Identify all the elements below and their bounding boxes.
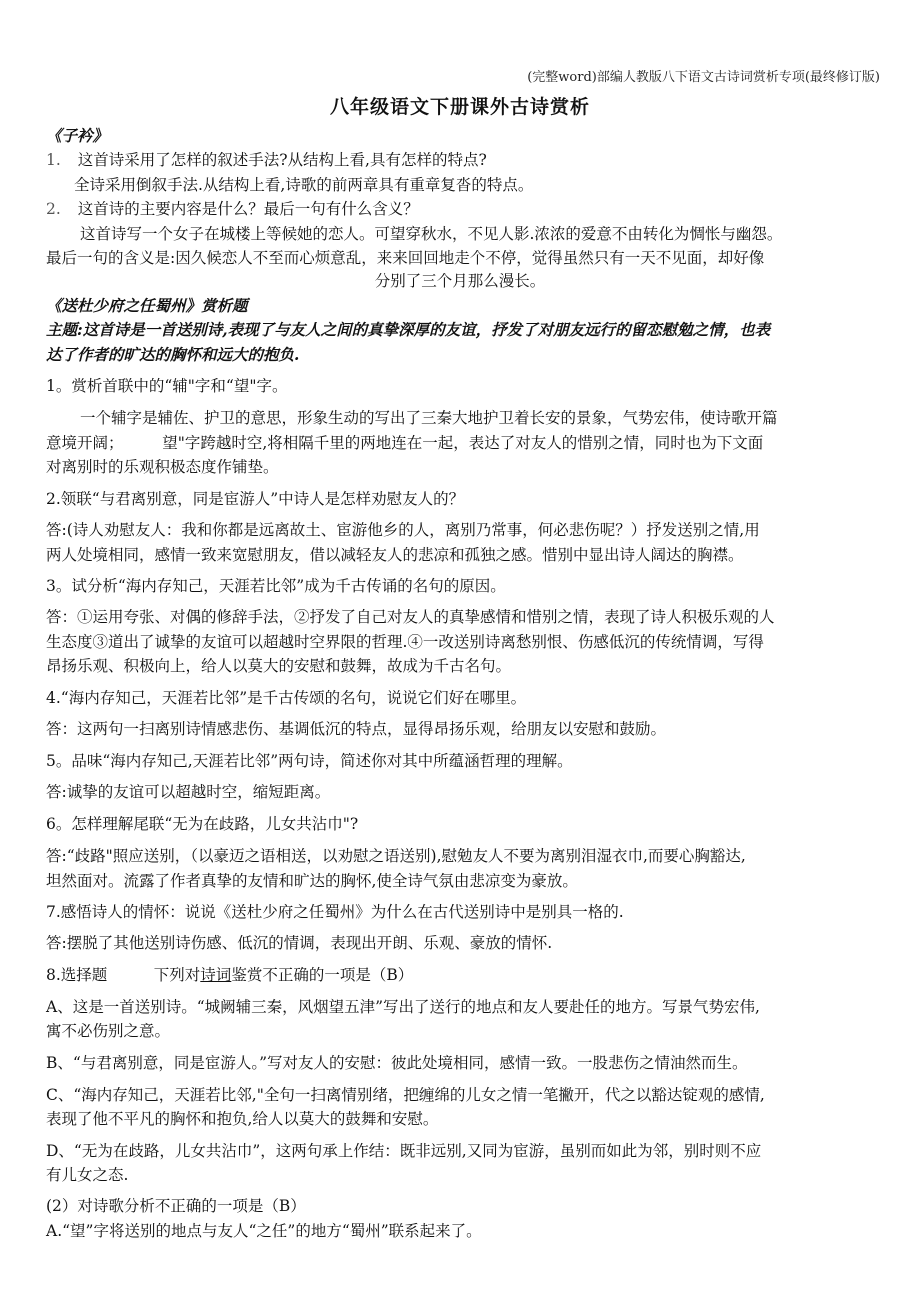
- header-note: (完整word)部编人教版八下语文古诗词赏析专项(最终修订版): [527, 70, 880, 85]
- poem2-question-2: 2.领联“与君离别意，同是宦游人”中诗人是怎样劝慰友人的？: [46, 490, 465, 508]
- poem1-question-2: [46, 199, 880, 219]
- poem2-answer-6-line1: 答:“歧路"照应送别，（以豪迈之语相送，以劝慰之语送别),慰勉友人不要为离别泪湿衣巾,而要心胸豁达,: [46, 847, 746, 865]
- question-text: 这首诗采用了怎样的叙述手法?从结构上看,具有怎样的特点?: [77, 151, 487, 169]
- underlined-term: 诗词: [200, 966, 232, 984]
- poem2-answer-1-line2: 意境开阔； 望"字跨越时空,将相隔千里的两地连在一起，表达了对友人的惜别之情，同时也为下文面: [46, 434, 764, 452]
- option-a-line2: 寓不必伤别之意。: [46, 1022, 171, 1040]
- poem2-answer-1-line1: 一个辅字是辅佐、护卫的意思，形象生动的写出了三秦大地护卫着长安的景象，气势宏伟，使诗歌开篇: [80, 409, 778, 427]
- poem2-question-9: (2）对诗歌分析不正确的一项是（B）: [46, 1197, 306, 1215]
- poem1-answer-2-line3: 分别了三个月那么漫长。: [374, 272, 546, 290]
- option-d-line1: D、“无为在歧路，儿女共沾巾”，这两句承上作结：既非远别,又同为宦游，虽别而如此为邻，别时则不应: [46, 1142, 762, 1160]
- poem2-answer-6-line2: 坦然面对。流露了作者真挚的友情和旷达的胸怀,使全诗气氛由悲凉变为豪放。: [46, 872, 578, 890]
- poem2-answer-3-line1: 答：①运用夸张、对偶的修辞手法，②抒发了自己对友人的真挚感情和惜别之情，表现了诗人积极乐观的人: [46, 608, 775, 626]
- poem2-question-5: 5。品味“海内存知己,天涯若比邻”两句诗，简述你对其中所蕴涵哲理的理解。: [46, 752, 573, 770]
- option-c-line2: 表现了他不平凡的胸怀和抱负,给人以莫大的鼓舞和安慰。: [46, 1110, 439, 1128]
- poem2-question-4: 4.“海内存知己，天涯若比邻”是千古传颂的名句，说说它们好在哪里。: [46, 689, 527, 707]
- page-title: 八年级语文下册课外古诗赏析: [329, 96, 590, 118]
- poem2-question-6: 6。怎样理解尾联“无为在歧路，儿女共沾巾"?: [46, 815, 359, 833]
- poem2-answer-7: 答:摆脱了其他送别诗伤感、低沉的情调，表现出开朗、乐观、豪放的情怀.: [46, 934, 553, 952]
- poem2-question-3: 3。试分析“海内存知己，天涯若比邻”成为千古传诵的名句的原因。: [46, 577, 506, 595]
- poem2-answer-2-line1: 答:(诗人劝慰友人：我和你都是远离故土、宦游他乡的人，离别乃常事，何必悲伤呢？）抒发送别之情,用: [46, 521, 760, 539]
- poem2-answer-3-line2: 生态度③道出了诚挚的友谊可以超越时空界限的哲理.④一改送别诗离愁别恨、伤感低沉的传统情调，写得: [46, 633, 764, 651]
- question-prefix: 8.选择题 下列对: [46, 966, 201, 984]
- question-number: 1.: [46, 151, 61, 169]
- poem2-question-1: 1。赏析首联中的“辅"字和“望"字。: [46, 377, 288, 395]
- poem1-heading: 《子衿》: [46, 126, 109, 145]
- poem2-question-8: [46, 965, 880, 985]
- poem2-answer-5: 答:诚挚的友谊可以超越时空，缩短距离。: [46, 783, 331, 801]
- poem2-answer-2-line2: 两人处境相同，感情一致来宽慰朋友，借以减轻友人的悲凉和孤独之感。惜别中显出诗人阔达的胸襟。: [46, 546, 744, 564]
- poem1-answer-2-line2: 最后一句的含义是:因久候恋人不至而心烦意乱，来来回回地走个不停，觉得虽然只有一天不见面，却好像: [46, 249, 765, 267]
- poem2-answer-3-line3: 昂扬乐观、积极向上，给人以莫大的安慰和鼓舞，故成为千古名句。: [46, 657, 512, 675]
- poem2-question-7: 7.感悟诗人的情怀：说说《送杜少府之任蜀州》为什么在古代送别诗中是别具一格的.: [46, 903, 624, 921]
- question-9-option-a: A.“望”字将送别的地点与友人“之任”的地方“蜀州”联系起来了。: [46, 1222, 482, 1240]
- question-number: 2.: [46, 200, 61, 218]
- poem2-answer-1-line3: 对离别时的乐观积极态度作铺垫。: [46, 458, 279, 476]
- poem2-theme-line1: 主题:这首诗是一首送别诗,表现了与友人之间的真挚深厚的友谊，抒发了对朋友远行的留恋慰勉之情，也表: [46, 320, 771, 339]
- poem1-answer-2-line1: 这首诗写一个女子在城楼上等候她的恋人。可望穿秋水，不见人影.浓浓的爱意不由转化为惆怅与幽怨。: [80, 225, 783, 243]
- poem1-question-1: [46, 150, 880, 170]
- option-c-line1: C、“海内存知己，天涯若比邻,"全句一扫离情别绪，把缠绵的儿女之情一笔撇开，代之以豁达锭观的感情,: [46, 1086, 765, 1104]
- question-suffix: 鉴赏不正确的一项是（B）: [231, 966, 414, 984]
- option-a-line1: A、这是一首送别诗。“城阙辅三秦，风烟望五津”写出了送行的地点和友人要赴任的地方。写景气势宏伟,: [46, 998, 760, 1016]
- option-b: B、“与君离别意，同是宦游人。”写对友人的安慰：彼此处境相同，感情一致。一股悲伤之情油然而生。: [46, 1054, 748, 1072]
- poem2-answer-4: 答：这两句一扫离别诗情感悲伤、基调低沉的特点，显得昂扬乐观，给朋友以安慰和鼓励。: [46, 720, 667, 738]
- poem1-answer-1: 全诗采用倒叙手法.从结构上看,诗歌的前两章具有重章复沓的特点。: [74, 176, 534, 194]
- question-text: 这首诗的主要内容是什么？最后一句有什么含义？: [77, 200, 419, 218]
- poem2-heading: 《送杜少府之任蜀州》赏析题: [46, 296, 248, 315]
- option-d-line2: 有儿女之态.: [46, 1166, 129, 1184]
- poem2-theme-line2: 达了作者的旷达的胸怀和远大的抱负.: [46, 345, 300, 364]
